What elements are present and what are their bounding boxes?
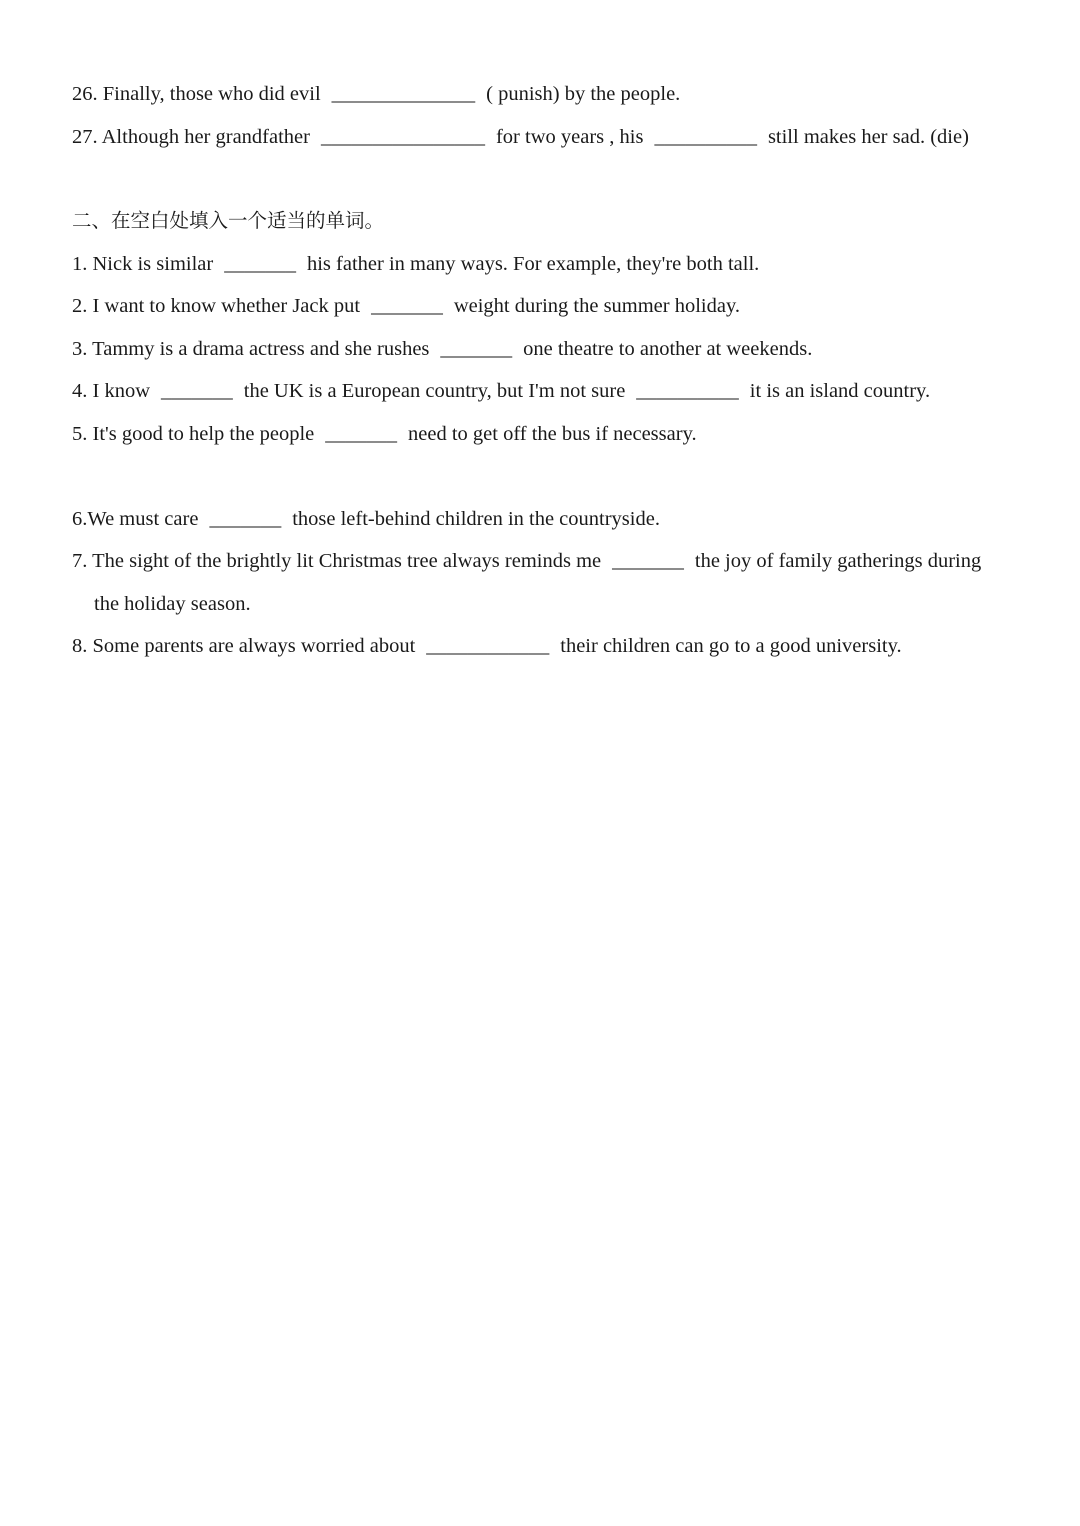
question-8 xyxy=(72,633,902,659)
question-text: it is an island country. xyxy=(749,380,931,402)
question-7 xyxy=(72,548,981,574)
question-5 xyxy=(72,421,697,447)
question-text: 4. I know xyxy=(72,380,151,402)
question-text: 3. Tammy is a drama actress and she rushes xyxy=(72,338,430,360)
question-7-continuation: the holiday season. xyxy=(94,593,251,615)
question-text: the joy of family gatherings during xyxy=(694,550,982,572)
answer-blank[interactable]: _______ xyxy=(371,295,443,317)
question-4 xyxy=(72,378,930,404)
answer-blank[interactable]: ____________ xyxy=(426,635,550,657)
question-6 xyxy=(72,506,660,532)
question-3 xyxy=(72,336,812,362)
question-text: 26. Finally, those who did evil xyxy=(72,83,321,105)
question-text: weight during the summer holiday. xyxy=(453,295,741,317)
answer-blank[interactable]: ________________ xyxy=(320,126,485,148)
question-text: 2. I want to know whether Jack put xyxy=(72,295,361,317)
question-text: 27. Although her grandfather xyxy=(72,126,310,148)
question-text: 8. Some parents are always worried about xyxy=(72,635,416,657)
answer-blank[interactable]: _______ xyxy=(325,423,397,445)
answer-blank[interactable]: _______ xyxy=(161,380,233,402)
question-text: those left-behind children in the countryside. xyxy=(292,508,660,530)
question-27 xyxy=(72,124,969,150)
question-text: 6.We must care xyxy=(72,508,199,530)
answer-blank[interactable]: __________ xyxy=(636,380,739,402)
question-text: 7. The sight of the brightly lit Christmas tree always reminds me xyxy=(72,550,602,572)
answer-blank[interactable]: ______________ xyxy=(331,83,476,105)
question-text: ( punish) by the people. xyxy=(486,83,681,105)
question-text: the UK is a European country, but I'm not sure xyxy=(243,380,626,402)
answer-blank[interactable]: _______ xyxy=(209,508,282,530)
question-text: 1. Nick is similar xyxy=(72,253,214,275)
question-text: their children can go to a good university. xyxy=(560,635,902,657)
question-text: his father in many ways. For example, they're both tall. xyxy=(306,253,760,275)
answer-blank[interactable]: __________ xyxy=(654,126,757,148)
section-heading: 二、在空白处填入一个适当的单词。 xyxy=(72,209,385,232)
question-1 xyxy=(72,251,759,277)
answer-blank[interactable]: _______ xyxy=(612,550,684,572)
question-text: need to get off the bus if necessary. xyxy=(408,423,697,445)
answer-blank[interactable]: _______ xyxy=(440,338,513,360)
question-text: for two years , his xyxy=(495,126,644,148)
question-26 xyxy=(72,81,680,107)
question-2 xyxy=(72,293,740,319)
question-text: still makes her sad. (die) xyxy=(767,126,969,148)
question-text: 5. It's good to help the people xyxy=(72,423,315,445)
answer-blank[interactable]: _______ xyxy=(224,253,296,275)
question-text: one theatre to another at weekends. xyxy=(523,338,813,360)
